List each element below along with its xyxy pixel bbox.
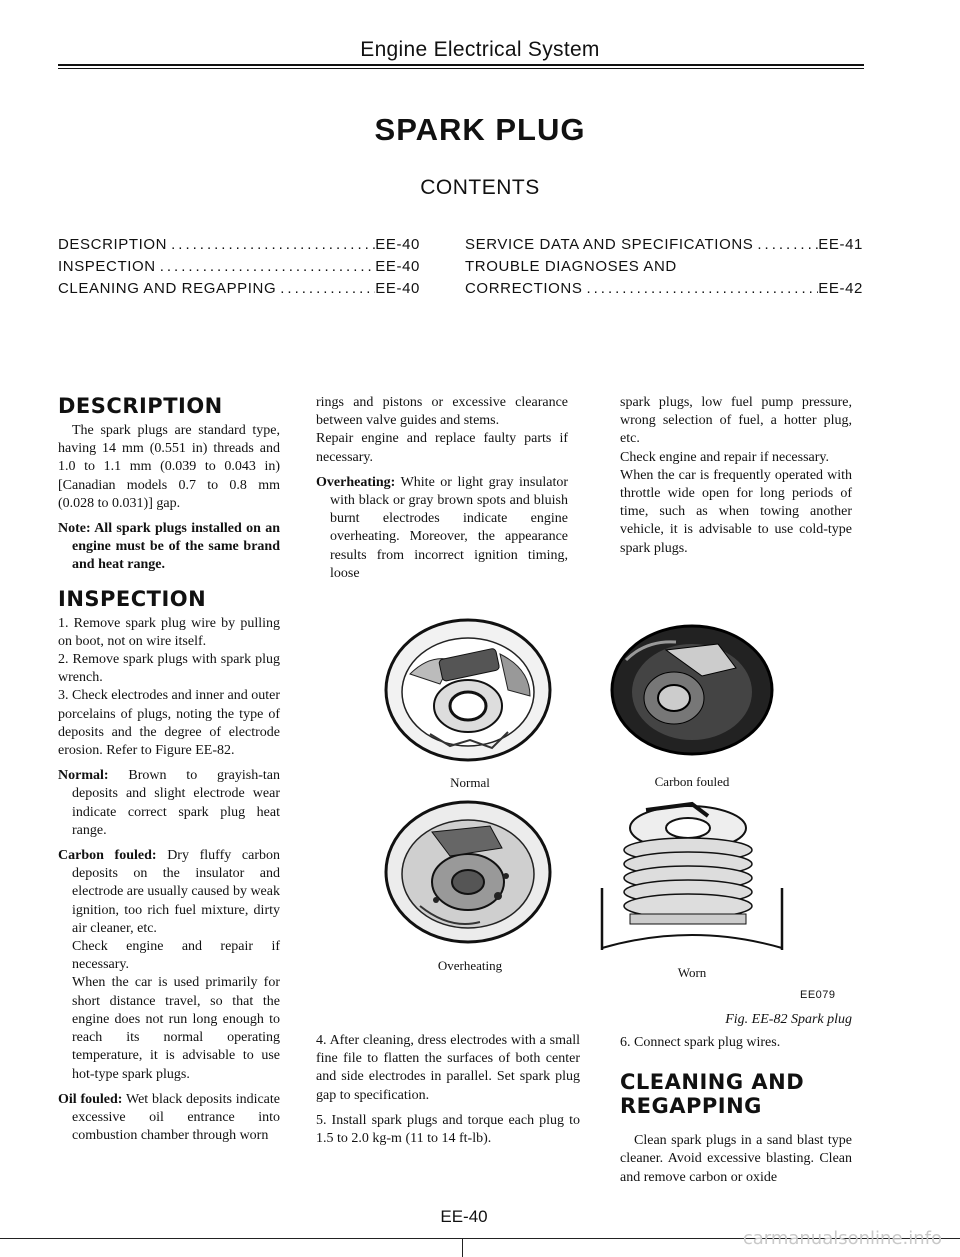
normal-plug-illustration xyxy=(380,614,560,764)
carbon-short-travel: When the car is used primarily for short distance travel, so that the engine does not run long enough to reach its normal operating temperature, it is advisable to use hot-type spark plugs. xyxy=(72,975,280,1082)
carbon-term: Carbon fouled: xyxy=(58,848,157,864)
toc-entry-page: EE-40 xyxy=(375,280,420,297)
figure-caption: Fig. EE-82 Spark plug xyxy=(725,1012,852,1027)
carbon-fouled-plug-illustration xyxy=(606,620,778,758)
inspection-heading: INSPECTION xyxy=(58,586,207,611)
step-2: 2. Remove spark plugs with spark plug wrench. xyxy=(58,652,280,686)
column-2-bottom xyxy=(316,1032,580,1155)
toc-leader xyxy=(582,278,818,300)
toc-entry[interactable] xyxy=(58,278,420,300)
toc-leader xyxy=(156,256,376,278)
toc-leader xyxy=(276,278,375,300)
overheating-entry xyxy=(316,474,568,583)
carbon-entry xyxy=(58,847,280,938)
cold-type-text: When the car is frequently operated with throttle wide open for long periods of time, such as when towing another vehicle, it is advisable to use cold-type spark plugs. xyxy=(620,467,852,556)
description-heading: DESCRIPTION xyxy=(58,394,223,418)
overheating-plug-illustration xyxy=(380,796,560,946)
running-head: Engine Electrical System xyxy=(360,38,600,61)
toc-entry-label: DESCRIPTION xyxy=(58,236,168,253)
toc-entry-page: EE-40 xyxy=(375,258,420,275)
step-5: 5. Install spark plugs and torque each plug to 1.5 to 2.0 kg-m (11 to 14 ft-lb). xyxy=(316,1112,580,1147)
toc-leader xyxy=(167,234,375,256)
oil-text: Wet black deposits indicate excessive oil entrance into combustion chamber through worn xyxy=(72,1091,281,1144)
header-rule xyxy=(58,64,864,66)
column-1 xyxy=(58,394,280,1152)
figure-code: EE079 xyxy=(800,989,836,1001)
oil-entry xyxy=(58,1091,280,1146)
toc-entry[interactable] xyxy=(58,234,420,256)
cleaning-heading-line-1: CLEANING AND xyxy=(620,1070,805,1095)
toc-entry-label: CLEANING AND REGAPPING xyxy=(58,280,277,297)
page-title: SPARK PLUG xyxy=(374,112,586,147)
col3-continued-text: spark plugs, low fuel pump pressure, wrong selection of fuel, a hotter plug, etc. xyxy=(620,395,852,447)
toc-entry[interactable] xyxy=(465,278,863,300)
toc-entry-page: EE-41 xyxy=(818,236,863,253)
normal-text: Brown to grayish-tan deposits and slight electrode wear indicate correct spark plug heat range. xyxy=(72,768,280,838)
caption-overheating: Overheating xyxy=(437,958,503,973)
step-3: 3. Check electrodes and inner and outer porcelains of plugs, noting the type of deposits and the degree of electrode erosion. Refer to Figure EE-82. xyxy=(58,688,280,759)
note: Note: All spark plugs installed on an engine must be of the same brand and heat range. xyxy=(58,521,280,573)
footer-rule-tick xyxy=(462,1238,463,1257)
oil-term: Oil fouled: xyxy=(58,1091,123,1107)
toc-entry[interactable] xyxy=(465,234,863,256)
toc-entry-page: EE-42 xyxy=(818,280,863,297)
check-repair-text: Check engine and repair if necessary. xyxy=(620,449,829,465)
contents-label: CONTENTS xyxy=(420,176,540,199)
column-3-bottom xyxy=(620,1034,852,1194)
caption-normal: Normal xyxy=(450,775,490,790)
normal-term: Normal: xyxy=(58,768,109,784)
toc-entry-label: TROUBLE DIAGNOSES AND xyxy=(465,258,677,275)
page-number: EE-40 xyxy=(440,1207,488,1226)
caption-worn: Worn xyxy=(677,965,707,980)
step-6: 6. Connect spark plug wires. xyxy=(620,1035,781,1050)
column-3-top xyxy=(620,394,852,565)
overheating-term: Overheating: xyxy=(316,474,396,490)
header-rule-thin xyxy=(58,68,864,69)
overheating-text: White or light gray insulator with black or gray brown spots and bluish burnt electrodes indicate engine overheating. Moreover, the appearance results from incorrect ignition timing, loose xyxy=(330,474,568,581)
toc-right xyxy=(465,234,863,300)
toc-leader xyxy=(753,234,818,256)
toc-entry-page: EE-40 xyxy=(375,236,420,253)
toc-entry-label: CORRECTIONS xyxy=(465,280,583,297)
col2-continued-text: rings and pistons or excessive clearance between valve guides and stems. xyxy=(316,395,568,429)
caption-carbon-fouled: Carbon fouled xyxy=(654,774,730,789)
cleaning-heading xyxy=(620,1070,852,1118)
step-1: 1. Remove spark plug wire by pulling on boot, not on wire itself. xyxy=(58,615,280,649)
repair-text: Repair engine and replace faulty parts if necessary. xyxy=(316,431,568,465)
toc-left xyxy=(58,234,420,300)
description-text: The spark plugs are standard type, having 14 mm (0.551 in) threads and 1.0 to 1.1 mm (0.039 to 0.043 in) [Canadian models 0.7 to 0.8 mm (0.028 to 0.031)] gap. xyxy=(58,423,280,511)
worn-plug-illustration xyxy=(596,798,788,958)
normal-entry xyxy=(58,767,280,840)
toc-entry-label: SERVICE DATA AND SPECIFICATIONS xyxy=(465,236,754,253)
toc-entry xyxy=(465,256,863,278)
watermark: carmanualsonline.info xyxy=(742,1228,942,1249)
column-2-top xyxy=(316,394,568,590)
carbon-text: Dry fluffy carbon deposits on the insulator and electrode are usually caused by weak ignition, too rich fuel mixture, dirty air cleaner, etc. xyxy=(72,848,280,936)
cleaning-heading-line-2: REGAPPING xyxy=(620,1094,762,1119)
step-4: 4. After cleaning, dress electrodes with a small fine file to flatten the surfaces of both center and side electrodes in parallel. Set spark plug gap to specification. xyxy=(316,1033,580,1103)
carbon-check: Check engine and repair if necessary. xyxy=(72,939,280,973)
toc-entry[interactable] xyxy=(58,256,420,278)
toc-entry-label: INSPECTION xyxy=(58,258,156,275)
cleaning-text: Clean spark plugs in a sand blast type cleaner. Avoid excessive blasting. Clean and remove carbon or oxide xyxy=(620,1133,852,1185)
